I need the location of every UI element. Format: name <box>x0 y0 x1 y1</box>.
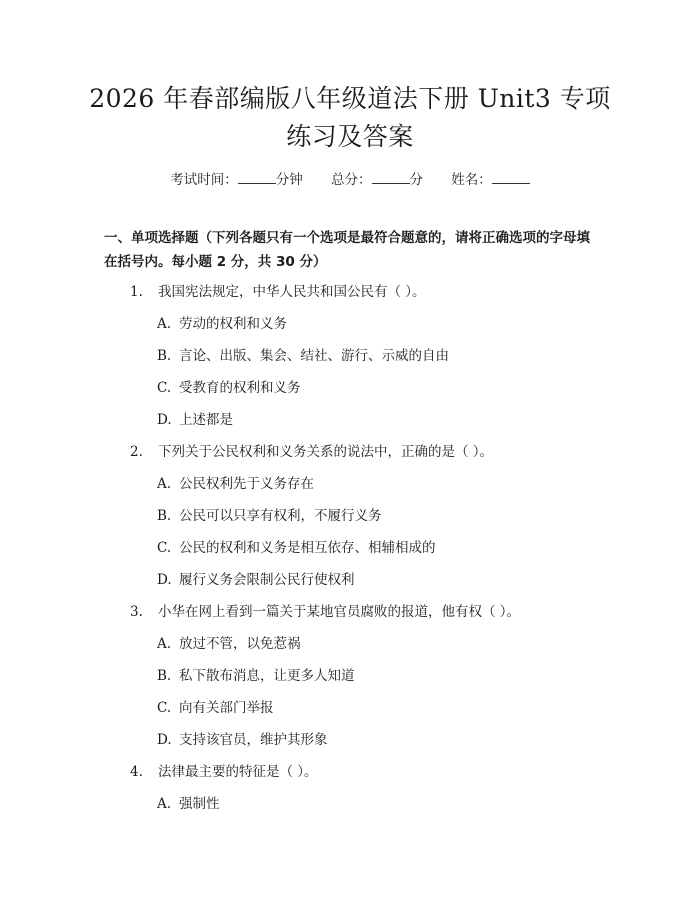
option-letter: D. <box>157 572 172 588</box>
option-1b[interactable] <box>157 346 449 366</box>
option-text: 强制性 <box>179 796 220 812</box>
option-letter: A. <box>157 636 172 652</box>
option-1a[interactable] <box>157 314 287 334</box>
option-text: 向有关部门举报 <box>179 700 274 716</box>
exam-time-unit: 分钟 <box>275 172 303 188</box>
question-4 <box>130 762 318 782</box>
option-2b[interactable] <box>157 506 382 526</box>
option-letter: D. <box>157 732 172 748</box>
student-name-blank[interactable] <box>492 171 530 184</box>
option-letter: B. <box>157 348 172 364</box>
option-text: 履行义务会限制公民行使权利 <box>179 572 355 588</box>
option-text: 私下散布消息，让更多人知道 <box>179 668 355 684</box>
option-text: 支持该官员，维护其形象 <box>179 732 328 748</box>
exam-time-label: 考试时间： <box>170 172 238 188</box>
question-number: 2. <box>130 444 143 460</box>
option-3d[interactable] <box>157 730 328 750</box>
option-text: 公民的权利和义务是相互依存、相辅相成的 <box>179 540 436 556</box>
option-letter: C. <box>157 540 172 556</box>
option-2a[interactable] <box>157 474 314 494</box>
option-text: 放过不管，以免惹祸 <box>179 636 301 652</box>
exam-meta <box>0 168 700 188</box>
section-heading: 一、单项选择题（下列各题只有一个选项是最符合题意的，请将正确选项的字母填在括号内。每小题 2 分，共 30 分） <box>104 230 590 270</box>
option-letter: B. <box>157 508 172 524</box>
exam-time-field <box>170 172 307 188</box>
option-2c[interactable] <box>157 538 436 558</box>
option-4a[interactable] <box>157 794 220 814</box>
total-score-label: 总分： <box>331 172 372 188</box>
option-text: 公民可以只享有权利，不履行义务 <box>179 508 382 524</box>
question-2 <box>130 442 493 462</box>
student-name-field <box>451 172 530 188</box>
exam-time-blank[interactable] <box>238 171 276 184</box>
option-letter: C. <box>157 380 172 396</box>
option-2d[interactable] <box>157 570 355 590</box>
page-title-line-1: 2026 年春部编版八年级道法下册 Unit3 专项 <box>89 84 611 113</box>
question-number: 3. <box>130 604 143 620</box>
question-3 <box>130 602 520 622</box>
question-text: 下列关于公民权利和义务关系的说法中，正确的是（ ）。 <box>158 444 494 460</box>
total-score-field <box>331 172 427 188</box>
question-text: 我国宪法规定，中华人民共和国公民有（ ）。 <box>158 284 426 300</box>
option-letter: A. <box>157 476 172 492</box>
option-letter: A. <box>157 796 172 812</box>
total-score-unit: 分 <box>409 172 423 188</box>
total-score-blank[interactable] <box>372 171 410 184</box>
option-1c[interactable] <box>157 378 301 398</box>
question-text: 法律最主要的特征是（ ）。 <box>158 764 318 780</box>
option-text: 公民权利先于义务存在 <box>179 476 314 492</box>
question-text: 小华在网上看到一篇关于某地官员腐败的报道，他有权（ ）。 <box>158 604 521 620</box>
question-number: 1. <box>130 284 143 300</box>
question-1 <box>130 282 426 302</box>
option-3c[interactable] <box>157 698 274 718</box>
option-letter: A. <box>157 316 172 332</box>
option-text: 劳动的权利和义务 <box>179 316 287 332</box>
question-number: 4. <box>130 764 143 780</box>
student-name-label: 姓名： <box>451 172 492 188</box>
option-text: 受教育的权利和义务 <box>179 380 301 396</box>
option-1d[interactable] <box>157 410 233 430</box>
option-letter: D. <box>157 412 172 428</box>
option-letter: B. <box>157 668 172 684</box>
page-title-line-2: 练习及答案 <box>286 122 414 151</box>
option-letter: C. <box>157 700 172 716</box>
option-text: 上述都是 <box>179 412 233 428</box>
option-text: 言论、出版、集会、结社、游行、示威的自由 <box>179 348 449 364</box>
option-3b[interactable] <box>157 666 355 686</box>
option-3a[interactable] <box>157 634 301 654</box>
